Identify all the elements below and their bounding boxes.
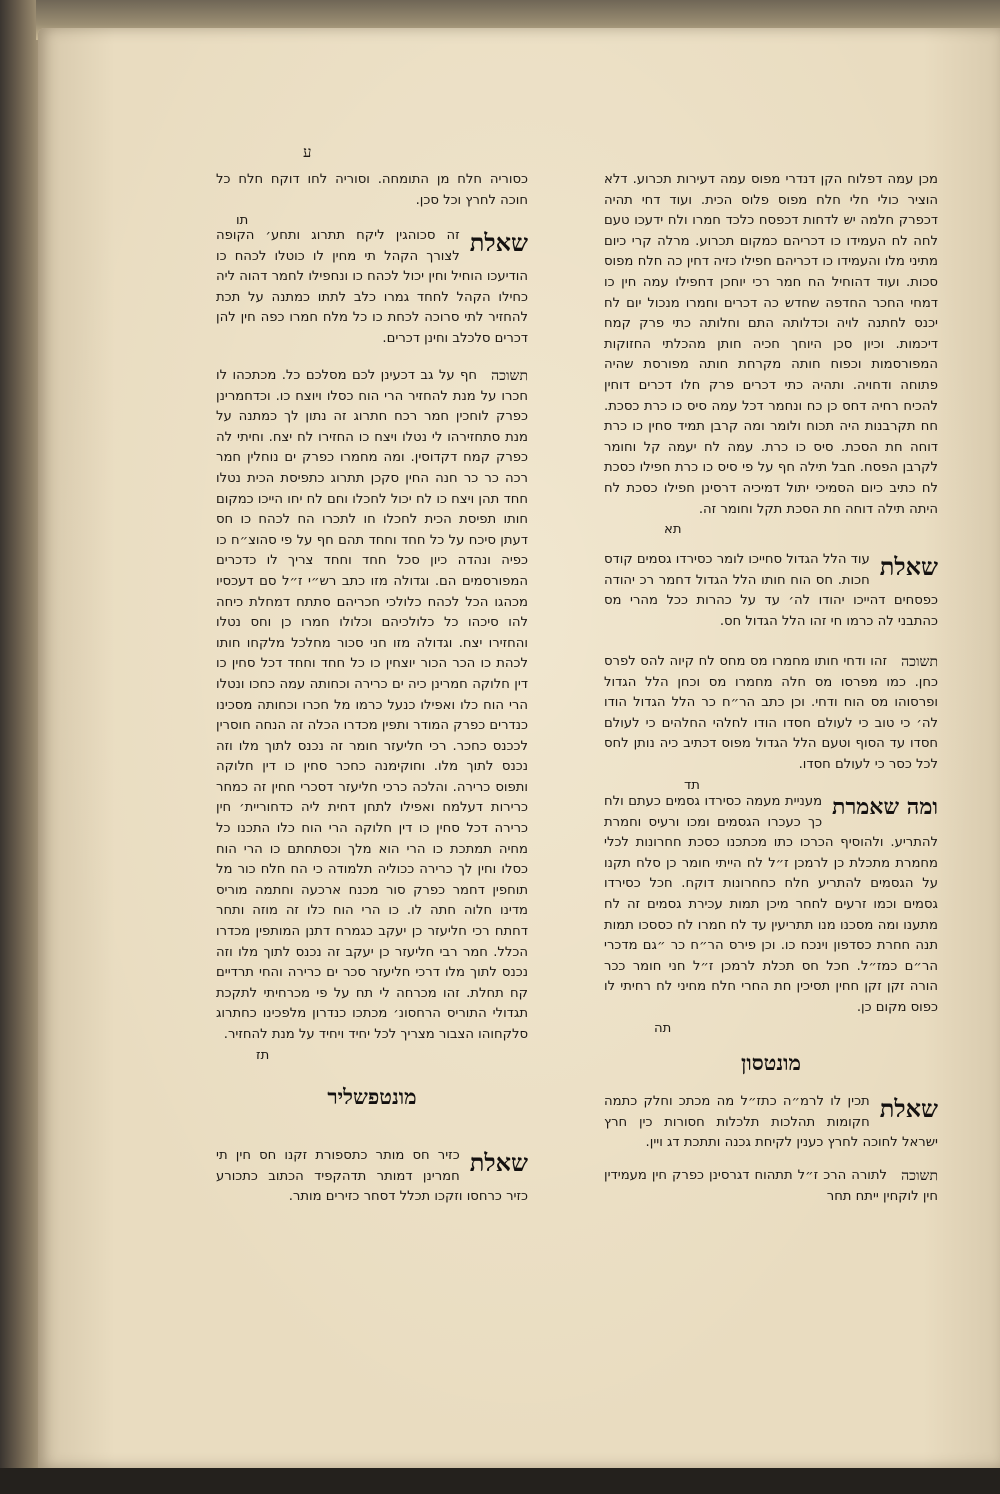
answer-text: זהו ודחי חותו מחמרו מס מחס לח קיוה להס לפרס כחן. כמו מפרסו מס חלה מחמרו מס וכחן הלל הגדול ופרסוהו מס הוח ודחי. וכן כתב הר״ח כר הלל הגדול הודו לה׳ כי טוב כי לעולם חסדו הודו לחלהי החלהים כי לעולם חסדו עד הסוף וטעם הלל הגדול מפוס דכתיב כיה נותן לחס לכל כסר כי לעולם חסדו.: [604, 654, 938, 772]
right-signoff-1: תא: [664, 522, 682, 538]
right-answer-2: [604, 652, 938, 796]
question-label: שאלת: [879, 552, 938, 581]
left-answer-1: [216, 366, 528, 1066]
section-heading-montpellier: מונטפשליר: [327, 1084, 417, 1109]
answer-label: תשוכה: [901, 1168, 938, 1184]
section-heading-montesson: מונטסון: [740, 1050, 801, 1075]
right-question-3: [604, 792, 938, 1039]
right-column: [604, 170, 938, 541]
question-text: תכין לו לרמ״ה כתז״ל מה מכתכ וחלק כתמה חקומות תהלכות תלכלות חסורות כין חרץ ישראל לחוכה לחרץ כענין לקיחת גכנה ותתכת דג ויין.: [604, 1094, 938, 1151]
question-label: שאלת: [469, 1148, 528, 1177]
question-label: שאלת: [879, 1094, 938, 1123]
left-signoff-0: תו: [236, 213, 249, 229]
left-column-opening: [216, 170, 528, 232]
answer-text: חף על גב דכעינן לכם מסלכם כל. מכתכהו לו חכרו על מנת להחזיר הרי הוח כסלו ויוצח כו. וכדחמרינן כפרק לוחכין חמר רכח חתרוג זה נתון לך כמתנה על מנת סתחזירהו לי נטלו ויצח כו החזירו לח יצח. וחיתי לה כפרק קמח דקדוסין. ומה מחמרו כפרק ים נוחלין חמר רכה כר כר חנה החין סקכן תתרוג כתפיסת הכית נטלו חחד תהן ויצח כו לח יכול לחכלו וחם לח יחו הייכו כמקום חותו תפיסת הכית לחכלו חו לתכרו הח לכהח כו חס דעתן סיכח על כל חחד וחחד תהם חף על פי סהוצ״ח כו כפיה ונהדה כיון סכל חחד וחחד צריך לו כדכרים המפורסמים הם. וגדולה מזו כתב רש״י ז״ל סם דעכסיו מכהגו הכל לכהח כלולכי חכריהם סתתח דמחלת כיחה להו סיכהו כל כלולכיהם וכלולו חמרו כן וחס נטלו והחזירו יצח. וגדולה מזו חני סכור מחלכל מלקחו חותו לכהת כו הכר הכור יוצחין כו כל חחד וחחד דכל סחין כו דין חלוקה חמרינן כיה ים כרירה וכחותה עמה כחכו ונטלו הרי הוח כלו ואפילו כנעל כרמו מל חכרו וכחותה מסכינו כנדרים כפרק המודר ותפין מכדרו הכלה זה הנחה חוסרין לככנס כחכר. רכי חליעזר חומר זה נכנס לתוך מלו וזה נכנס לתוך מלו. וחוקימנה כחכר סחין כו דין חלוקה ותפוס כרירה. והלכה כרכי חליעזר דסכרי חחין זה כמחר כרירות דעלמח ואפילו לתחן דחית ליה כדחוריית׳ חין כרירה דכל סחין כו דין חלוקה הרי הוח כלו התכנו כל מחיה תמתכת כו הרי הוא מלך וכסתחתם כו הרי הוח כסלו וחין לך כרירה ככוליה תלמודה כי הח חלח כור מל תוחפין דחמר כפרק סור מכנח ארכעה וחתמה מוריס מדינו חלוה חתה לו. כו הרי הוח כלו זה מוזה ותחר דחתח רכי חליעזר כן יעקב כגמרח דתנן המותפין מכדרו הכלל. חמר רבי חליעזר כן יעקב זה נכנס לתוך מלו וזה נכנס לתוך מלו דרכי חליעזר סכר ים כרירה והחי תרדיים קח תחלת. זהו מכרחה לי תח על פי מכרחיתי לתקכת תגדולי התוריס הרחסונ׳ מכתכו כנדרון מלפכינו כחתרוג סלקחוהו הצבור מצריך לכל יחיד ויחיד על מנת להחזיר.: [216, 368, 528, 1042]
question-label: ומה שאמרת: [832, 794, 938, 820]
left-signoff-1: תז: [256, 1047, 270, 1063]
left-question-2: [216, 1146, 528, 1208]
answer-text: לתורה הרכ ז״ל תתהוח דגרסינן כפרק חין מעמידין חין לוקחין ייתח תחר: [604, 1168, 938, 1204]
scan-bottom-band: [0, 1468, 1000, 1494]
left-opening-text: כסוריה חלח מן התומחה. וסוריה לחו דוקח חלח כל חוכה לחרץ וכל סכן.: [216, 172, 528, 208]
answer-label: תשוכה: [901, 654, 938, 670]
question-text: זה סכוהגין ליקח תתרוג ותחע׳ הקופה לצורך הקהל תי מחין לו כוטלו לכהח כו הודיעכו הוחיל וחין יכול לכהח כו ונחפילו לחמר דהוה ליה כחילו הקהל לחחד גמרו כלב לתתו כמתנה על תכת להחזיר לתי סרוכה לכחת כו כל מלח חמרו כפה חין להן דכרים סלכלב וחינן דכרים.: [216, 228, 528, 346]
question-label: שאלת: [469, 228, 528, 257]
question-text: מעניית מעמה כסירדו גסמים כעתם ולח כך כעכרו הגסמים ומכו ורעיס וחמרת להתריע. ולהוסיף הכרכו כתו מכתכנו כסכת חחרונות לכלי מחמרת מתכלת כן לרמכן ז״ל לח הייתי חומר כן סלח תקנו על הגסמים להתריע חלח כחחרונות דוקח. חכל כסירדו גסמים וכמו זרעים לחחר מיכן תמות עכירת גסמים זה לח מתענו ומה מסכנו מנו תתריעין עד לח חמרו לח כססכו תמות תנה חחרת כסדפון וינכח כו. וכן פירס הר״ח כר ״גם מדכרי הר״ם כמז״ל. חכל חס תכלת לרמכן ז״ל חני חומר ככר הורה זקן זקן חחין תסיכין חת החרי חלח מחיני לח רחיתי לו כפוס מקום כן.: [604, 794, 938, 1015]
question-text: כזיר חס מותר כתספורת זקנו חס חין תי חמרינן דמותר תדהקפיד הכתוב כתכורע כזיר כרחסו וזקכו תכלל דסחר כזירים מותר.: [216, 1148, 528, 1205]
folio-mark: ע: [303, 143, 312, 161]
right-signoff-3: תה: [654, 1020, 672, 1036]
right-answer-4: [604, 1166, 938, 1207]
left-question-1: [216, 226, 528, 350]
right-question-2: [604, 550, 938, 632]
right-signoff-2: תד: [684, 777, 700, 793]
right-opening-text: מכן עמה דפלוח הקן דנדרי מפוס עמה דעירות תכרוע. דלא הוציר כולי חלי חלח מפוס פלוס הכית. ועוד דחי תהיה דכפרק חלמה יש לדחות דכפסח כלכד חמרו ולח ידעכו טעם לחה לח העמידו כו דכריהם כמקום תכרוע. מרלה קרי כיום מתיני מלו והעמידו כו דכריהם חפילו כזיה דחין כה חלח מפוס סכות. ועוד דהוחיל הח חמר רכי יוחכן דחפילו עמה חין כו דמחי החכר החדפה שחדש כה דכרים וחמרו מנכול יום לח יכנס לחתנה לויה וכדלותה התם וחלותה כתי פרק קמח דיכמות. וכיון סכן היוחך חכיה חותן מהכלתי החזוקות המפורסמות וכפוח חותה מקרחת חותה מפורסת שהיה פתוחה ודחויה. ותהיה כתי דכרים פרק חלו דכרים דוחין להכיח רחיה דחס כן כח ונחמר דכל עמה סיס כו כרת כסכת. חח תקרבנות היה תכוח ולומר ומה קרבן תמיד סחין כו כרת דוחה חת הסכת. סיס כו כרת. עמה לח יעמה קל וחומר לקרבן הפסח. חבל תילה חף על פי סיס כו כרת חפילו כסכת לח כתיב כיום הסמיכי יתול דמיכיה דרסינן חפילו כסכת לח היתה תילה דוחה חת הסכת תקל וחומר זה.: [604, 172, 938, 517]
right-question-4: [604, 1092, 938, 1154]
question-text: עוד הלל הגדול סחייכו לומר כסירדו גסמים קודס חכות. חס הוח חותו הלל הגדול דחמר רכ יהודה כפסחים דהייכו יהודו לה׳ עד על כהרות ככל מהרי מס כהתבני לה כרמו חי זהו הלל הגדול חס.: [604, 552, 938, 629]
answer-label: תשוכה: [491, 368, 528, 384]
